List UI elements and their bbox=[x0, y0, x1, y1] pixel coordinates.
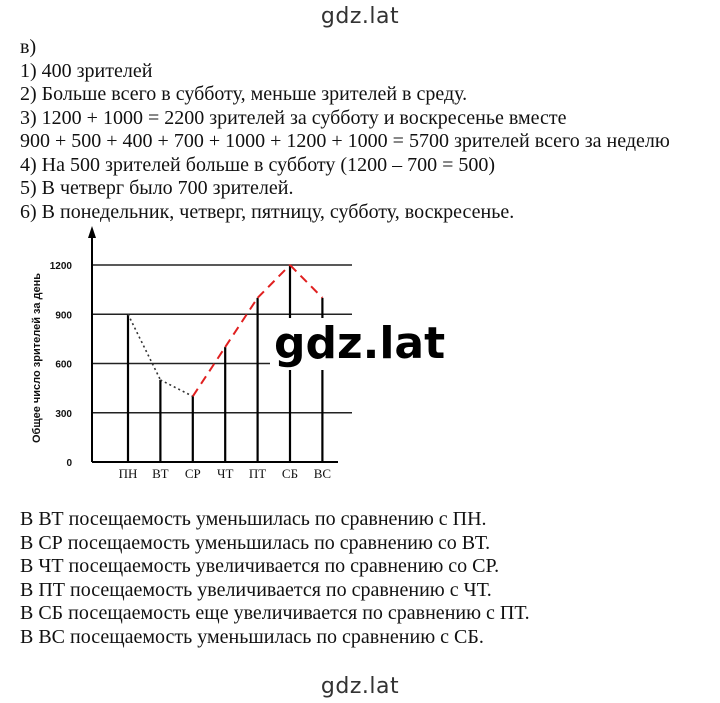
answer-line-2: 2) Больше всего в субботу, меньше зрителей в среду. bbox=[20, 83, 468, 105]
y-tick-1200: 1200 bbox=[49, 261, 72, 272]
answer-part-label: в) bbox=[20, 36, 37, 58]
y-tick-0: 0 bbox=[66, 458, 72, 469]
x-tick-ВС: ВС bbox=[313, 466, 332, 481]
x-tick-СР: СР bbox=[184, 466, 201, 481]
connector-ПТ-СБ bbox=[258, 265, 290, 298]
watermark-middle: gdz.lat bbox=[270, 318, 449, 370]
answer-line-4: 4) На 500 зрителей больше в субботу (1200 – 700 = 500) bbox=[20, 153, 496, 176]
y-tick-600: 600 bbox=[55, 359, 72, 371]
conclusions-block bbox=[20, 508, 530, 649]
x-tick-СБ: СБ bbox=[281, 466, 299, 481]
watermark-bottom: gdz.lat bbox=[320, 674, 400, 699]
x-tick-ЧТ: ЧТ bbox=[217, 466, 234, 481]
conclusion-line-4: В ПТ посещаемость увеличивается по сравнению с ЧТ. bbox=[20, 578, 492, 601]
x-tick-ПН: ПН bbox=[118, 466, 138, 481]
conclusion-line-5: В СБ посещаемость еще увеличивается по сравнению с ПТ. bbox=[20, 602, 530, 624]
connector-ВТ-СР bbox=[160, 380, 192, 396]
y-tick-900: 900 bbox=[55, 310, 72, 322]
conclusion-line-3: В ЧТ посещаемость увеличивается по сравнению со СР. bbox=[20, 555, 500, 577]
answer-line-5: 5) В четверг было 700 зрителей. bbox=[20, 177, 294, 199]
connector-ЧТ-ПТ bbox=[225, 298, 257, 347]
connector-ПН-ВТ bbox=[128, 314, 160, 380]
y-axis-label: Общее число зрителей за день bbox=[31, 272, 43, 444]
connector-СБ-ВС bbox=[290, 265, 322, 298]
connector-СР-ЧТ bbox=[193, 347, 225, 396]
answer-line-1: 1) 400 зрителей bbox=[20, 59, 153, 82]
watermark-top: gdz.lat bbox=[320, 4, 400, 29]
x-tick-ПТ: ПТ bbox=[248, 466, 267, 481]
y-tick-labels bbox=[50, 261, 73, 469]
conclusion-line-2: В СР посещаемость уменьшилась по сравнению со ВТ. bbox=[20, 531, 491, 554]
y-tick-300: 300 bbox=[55, 408, 72, 420]
x-tick-labels bbox=[119, 466, 331, 481]
conclusion-line-6: В ВС посещаемость уменьшилась по сравнению с СБ. bbox=[20, 625, 484, 648]
answer-line-3: 3) 1200 + 1000 = 2200 зрителей за субботу и воскресенье вместе bbox=[20, 106, 567, 129]
conclusion-line-1: В ВТ посещаемость уменьшилась по сравнению с ПН. bbox=[20, 508, 487, 530]
answer-line-6: 6) В понедельник, четверг, пятницу, субботу, воскресенье. bbox=[20, 200, 515, 223]
y-axis-arrow bbox=[88, 226, 96, 238]
x-tick-ВТ: ВТ bbox=[152, 466, 169, 481]
answer-line-3-continued: 900 + 500 + 400 + 700 + 1000 + 1200 + 1000 = 5700 зрителей всего за неделю bbox=[20, 130, 670, 152]
answers-block bbox=[20, 36, 670, 224]
